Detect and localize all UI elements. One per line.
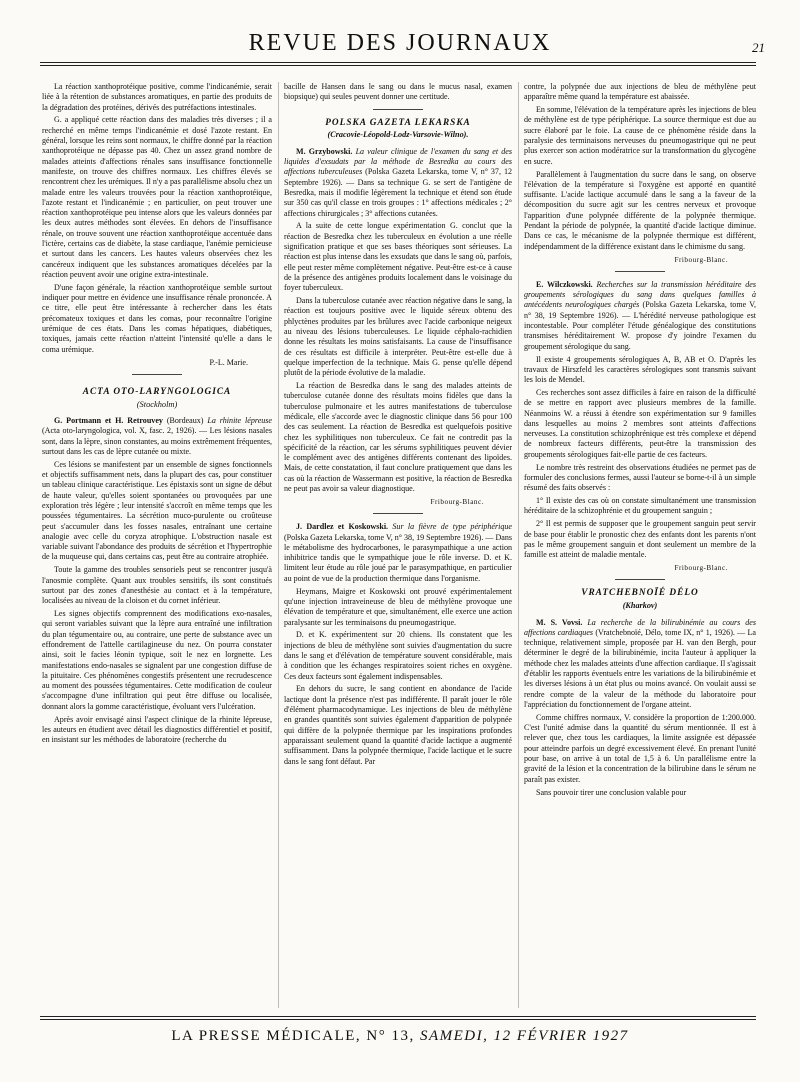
article-title: Recherches sur la transmission héréditaire des groupements sérologiques du sang dans quelques familles à antécédents neurologiques chargés xyxy=(524,279,756,310)
journal-city: (Stockholm) xyxy=(136,399,178,409)
article-text: L'hérédité nerveuse pathologique est incontestable. Pour compléter l'étude généalogique des constitutions transmises héréditairement W. propose d'y joindre l'examen du groupement sérologique du sang. xyxy=(524,310,756,351)
article-authors: M. Grzybowski. xyxy=(296,146,353,156)
column-divider xyxy=(518,82,519,1008)
article-title: La rhinite lépreuse xyxy=(207,415,272,425)
journal-title: POLSKA GAZETA LEKARSKA xyxy=(325,117,471,128)
paragraph: Comme chiffres normaux, V. considère la proportion de 1:200.000. C'est l'unité admise dans la quantité du sérum mentionnée. Il est à relever que, chez tous les cardiaques, la limite assignée est dépassée pour atteindre parfois un degré excessivement élevé. En prenant l'unité pour base, on arrive à un total de 1,5 à 6. Un parallélisme entre la gravité de la lésion et la concentration de la bilirubine dans le sérum ne paraît pas exister. xyxy=(524,712,756,784)
paragraph: contre, la polypnée due aux injections de bleu de méthylène peut apparaître même quand la température est abaissée. xyxy=(524,82,756,102)
footer-journal: LA PRESSE MÉDICALE, xyxy=(171,1028,362,1044)
section-divider xyxy=(132,374,182,375)
running-header-title: REVUE DES JOURNAUX xyxy=(248,30,552,56)
article-authors: E. Wilczkowski. xyxy=(536,279,593,289)
article-reference: (Polska Gazeta Lekarska, tome V, n° 37, 12 Septembre 1926). — xyxy=(284,167,512,187)
page-number: 21 xyxy=(752,40,765,55)
article-entry xyxy=(42,416,272,457)
column-middle xyxy=(284,82,512,1008)
article-authors: G. Portmann et H. Retrouvey xyxy=(54,415,163,425)
paragraph: Sans pouvoir tirer une conclusion valable pour xyxy=(536,787,687,797)
column-left xyxy=(42,82,272,1008)
paragraph: Toute la gamme des troubles sensoriels peut se rencontrer jusqu'à l'anosmie complète. Quant aux troubles sensitifs, ils sont constitués surtout par des zones d'anesthésie au contact et à la température, localisées au niveau de la cloison et du cornet inférieur. xyxy=(42,565,272,606)
paragraph: Parallèlement à l'augmentation du sucre dans le sang, on observe l'élévation de la température si l'oxygène est apporté en quantité suffisante. L'acide lactique accumulé dans le sang a la faveur de la décomposition du sucre agit sur les centres nerveux et provoque l'apparition d'une polypnée différente de la polypnée thermique. Pendant la période de polypnée, la quantité d'acide lactique diminue. Dans ce cas, le mécanisme de la polypnée thermique est différent, indépendamment de la différence existant dans le chimisme du sang. xyxy=(524,169,756,251)
paragraph: 1° Il existe des cas où on constate simultanément une transmission héréditaire de la schizophrénie et du groupement sanguin ; xyxy=(524,496,756,516)
article-entry xyxy=(284,522,512,584)
journal-title: VRATCHEBNOÏÉ DÉLO xyxy=(581,588,699,599)
signature: Fribourg-Blanc. xyxy=(430,497,484,506)
paragraph: Heymans, Maigre et Koskowski ont prouvé expérimentalement qu'une injection intraveineuse de bleu de méthylène provoque une élévation de température et que, simultanément, elle exerce une action paralysante sur les terminaisons du pneumogastrique. xyxy=(284,586,512,627)
signature: Fribourg-Blanc. xyxy=(674,255,728,264)
section-divider xyxy=(373,513,423,514)
section-divider xyxy=(373,109,423,110)
article-entry xyxy=(284,147,512,219)
paragraph: La réaction de Besredka dans le sang des malades atteints de tuberculose cutanée donne des résultats moins fidèles que dans la tuberculose pulmonaire et les autres manifestations de tuberculose médicale, elle s'accorde avec le diagnostic clinique dans 56 pour 100 des cas seulement. La réaction de Besredka est quelquefois positive chez les syphilitiques non tuberculeux. Ce fait ne contredit pas la spécificité de la réaction, car les sérums syphilitiques peuvent dévier le complément avec des antigènes différents contenant des lipoïdes. Mais, de cette constatation, il faut conclure pratiquement que dans les cas où la réaction de Wassermann est positive, la réaction de Besredka ne peut pas avoir sa valeur diagnostique. xyxy=(284,381,512,494)
article-title: Sur la fièvre de type périphérique xyxy=(388,522,512,532)
signature: Fribourg-Blanc. xyxy=(674,564,728,573)
paragraph: D'une façon générale, la réaction xanthoprotéique semble surtout indiquer pour mettre en évidence une insuffisance rénale prononcée. A ce titre, elle peut être intéressante à rechercher dans les états précomateux toxiques et dans les comas, pour reconnaître l'origine urémique de ces états. Dans les comas hépatiques, diabétiques, toxiques, jamais cette réaction n'atteint l'intensité qu'elle a dans le coma urémique. xyxy=(42,282,272,354)
article-authors: J. Dardlez et Koskowski. xyxy=(296,522,389,532)
signature: P.-L. Marie. xyxy=(209,357,248,367)
column-divider xyxy=(278,82,279,1008)
paragraph: bacille de Hansen dans le sang ou dans le mucus nasal, examen biopsique) qui seules peuvent donner une certitude. xyxy=(284,82,512,102)
article-text: Dans le métabolisme des hydrocarbones, le parasympathique a une action inhibitrice tandis que le sympathique joue le rôle inverse. D. et K. limitent leur étude au rôle joué par le parasympathique, en particulier au point de vue de la production thermique dans l'organisme. xyxy=(284,532,512,583)
article-reference: (Polska Gazeta Lekarska, tome V, n° 38, 19 Septembre 1926). — xyxy=(284,532,496,542)
paragraph: 2° Il est permis de supposer que le groupement sanguin peut servir de base pour établir le pronostic chez des enfants dont les parents n'ont pas le même groupement sanguin et dont seulement un membre de la famille est atteint de maladie mentale. xyxy=(524,519,756,560)
article-reference: (Vratchebnoïé, Délo, tome IX, n° 1, 1926). — xyxy=(593,627,748,637)
paragraph: Ces recherches sont assez difficiles à faire en raison de la difficulté de se mettre en rapport avec plusieurs membres de la famille. Néanmoins W. a réussi à étendre son expérimentation sur 9 familles dans lesquelles au moins 2 membres sont atteints d'affections nerveuses. La constitution schizophrénique est très complexe et dépend de nombreux facteurs différents, peut-être la transmission des groupements sérologiques fait-elle partie de ces facteurs. xyxy=(524,387,756,459)
paragraph: Ces lésions se manifestent par un ensemble de signes fonctionnels et objectifs suffisamment nets, dans la plupart des cas, pour constituer un tableau clinique caractéristique. Les épistaxis sont un signe de début de haute valeur, qu'elles soient spontanées ou provoquées par une exploration très légère ; leur intensité s'accroît en même temps que les poussées tégumentaires. La sécrétion muco-purulente ou croûteuse peut s'accumuler dans les fosses nasales, entraînant une certaine analogie avec celle du coryza atrophique. L'obstruction nasale est variable suivant l'abondance des produits de sécrétion et l'hypertrophie de la muqueuse qui, dans certains cas, peut être au contraire atrophiée. xyxy=(42,459,272,562)
paragraph: La réaction xanthoprotéique positive, comme l'indicanémie, serait liée à la rétention de substances aromatiques, en partie des produits de la dégradation des protéines, dérivés des putréfactions intestinales. xyxy=(42,82,272,112)
footer-issue: N° 13, xyxy=(366,1028,415,1044)
section-divider xyxy=(615,579,665,580)
paragraph: Le nombre très restreint des observations étudiées ne permet pas de formuler des conclusions fermes, aussi l'auteur se borne-t-il à un simple résumé des faits observés : xyxy=(524,462,756,493)
header-rule xyxy=(40,62,756,63)
running-footer xyxy=(0,1028,800,1045)
article-authors: M. S. Vovsi. xyxy=(536,617,583,627)
footer-date: SAMEDI, 12 FÉVRIER 1927 xyxy=(419,1028,629,1044)
article-text: Dans sa technique G. se sert de l'antigène de Besredka, mais il modifie légèrement la technique et étend son étude sur 350 cas qu'il classe en trois groupes : 1° affections médicales ; 2° affections chirurgicales ; 3° affections cutanées. xyxy=(284,177,512,218)
article-text: La technique, relativement simple, proposée par H. van den Bergh, pour déterminer le degré de la bilirubinémie, incita l'auteur à appliquer la méthode chez les malades atteints d'une affection cardiaque. Il s'agissait d'établir les rapports éventuels entre les variations de la bilirubinémie et les diverses lésions à un état plus ou moins avancé. On voulait aussi se rendre compte de la valeur de la méthode du laboratoire pour l'appréciation du fonctionnement de l'organe atteint. xyxy=(524,627,756,709)
paragraph: En dehors du sucre, le sang contient en abondance de l'acide lactique dont la présence n'est pas indifférente. Il paraît jouer le rôle d'élément pharmacodynamique. Les injections de bleu de méthylène en grandes quantités sont suivies également d'apparition de polypnée qui diffère de la polypnée thermique par les inspirations profondes apparaissant seulement quand la quantité d'acide lactique a augmenté suffisamment. Dans la polypnée thermique, l'acide lactique et le sucre dans le sang font défaut. Par xyxy=(284,684,512,766)
article-text: Les lésions nasales sont, dans la lèpre, sinon constantes, au moins extrêmement fréquentes, surtout dans les cas de lèpre cutanée ou mixte. xyxy=(42,426,272,456)
journal-title: ACTA OTO-LARYNGOLOGICA xyxy=(82,386,232,397)
article-entry xyxy=(524,618,756,711)
journal-city: (Kharkov) xyxy=(622,601,658,611)
paragraph: Il existe 4 groupements sérologiques A, B, AB et O. D'après les travaux de Hirszfeld les caractères sérologiques sont transmis suivant les lois de Mendel. xyxy=(524,354,756,385)
footer-rule xyxy=(40,1019,756,1020)
author-city: (Bordeaux) xyxy=(162,415,208,425)
paragraph: A la suite de cette longue expérimentation G. conclut que la réaction de Besredka chez les tuberculeux en évolution a une réelle signification pratique et que ses bases théoriques sont sérieuses. La réaction est plus intense dans les exsudats que dans le sang où, parfois, elle peut rester même complètement négative. Peut-être est-ce à cause de la présence des antigènes produits localement dans le voisinage du foyer tuberculeux. xyxy=(284,221,512,293)
footer-rule xyxy=(40,1016,756,1017)
column-right xyxy=(524,82,756,1008)
paragraph: G. a appliqué cette réaction dans des maladies très diverses ; il a recherché en même temps l'indicanémie et dosé l'azote restant. En général, lorsque les reins sont normaux, le chiffre donné par la réaction xanthoprotéique ne dépasse pas 40. Chez un assez grand nombre de malades atteints d'affections rénales sans insuffisance fonctionnelle manifeste, on trouve des chiffres normaux. Les chiffres élevés se rencontrent chez les urémiques. Il n'y a pas parallélisme absolu chez un malade entre les valeurs trouvées pour la réaction xanthoprotéique, l'azote restant et l'indicanémie ; en particulier, on peut trouver une réaction xanthoprotéique peu intense alors que les valeurs données par les deux autres méthodes sont élevées. En dehors de l'insuffisance rénale, on trouve souvent une réaction xanthoprotéique accentuée dans l'ictère, certains cas de diabète, la stase cardiaque, l'anémie pernicieuse et surtout dans les cancers. Les hautes valeurs observées chez les cancéreux indiquent que les substances aromatiques décelées par la réaction peuvent avoir une origine extra-intestinale. xyxy=(42,115,272,279)
journal-city: (Cracovie-Léopold-Lodz-Varsovie-Wilno). xyxy=(327,130,469,140)
paragraph: D. et K. expérimentent sur 20 chiens. Ils constatent que les injections de bleu de méthylène sont suivies d'augmentation du sucre dans le sang et d'élévation de température souvent considérable, mais à condition que les échanges respiratoires soient riches en oxygène. Ces deux facteurs sont également indispensables. xyxy=(284,630,512,681)
paragraph: En somme, l'élévation de la température après les injections de bleu de méthylène est de type périphérique. La source thermique est due au sucre élaboré par le foie. La cause de ce phénomène réside dans la paralysie des terminaisons nerveuses du pneumogastrique qui ne peut plus exercer son action modératrice sur la transformation du glycogène en sucre. xyxy=(524,105,756,166)
article-reference: (Acta oto-laryngologica, vol. X, fasc. 2, 1926). — xyxy=(42,426,210,436)
article-title: La valeur clinique de l'examen du sang et des liquides d'exsudats par la méthode de Besredka au cours des affections tuberculeuses xyxy=(284,146,512,177)
article-reference: (Polska Gazeta Lekarska, tome V, n° 38, 19 Septembre 1926). — xyxy=(524,300,756,320)
article-title: La recherche de la bilirubinémie au cours des affections cardiaques xyxy=(524,617,756,637)
paragraph: Dans la tuberculose cutanée avec réaction négative dans le sang, la réaction est toujours positive avec le liquide séreux obtenu des phlyctènes produites par les brûlures avec l'acide carbonique neigeux au niveau des lésions tuberculeuses. Le liquide céphalo-rachidien donne les résultats les moins satisfaisants. La cause de l'insuffisance de ces résultats est difficile à interpréter. Peut-être est-elle due à quelque imperfection de la technique. Mais G. pense qu'elle dépend plutôt de la période évolutive de la maladie. xyxy=(284,296,512,378)
article-entry xyxy=(524,280,756,352)
section-divider xyxy=(615,271,665,272)
header-rule xyxy=(40,65,756,66)
paragraph: Les signes objectifs comprennent des modifications exo-nasales, qui seront variables suivant que la lèpre aura entraîné une infiltration du plan tégumentaire ou, au contraire, une perte de substance avec un effondrement de l'attelle cartilagineuse du nez. On pourra constater ainsi, soit le facies léonin typique, soit le nez en lorgnette. Les manifestations endo-nasales se signalent par une congestion diffuse de la pituitaire. Ces phénomènes congestifs présentent une recrudescence au moment des poussées tégumentaires. Cette modification de couleur s'accompagne d'une infiltration qui peut être diffuse ou localisée, donnant alors la gomme caractéristique, évoluant vers l'ulcération. xyxy=(42,609,272,711)
paragraph: Après avoir envisagé ainsi l'aspect clinique de la rhinite lépreuse, les auteurs en étudient avec détail les diagnostics différentiel et positif, en insistant sur les méthodes de laboratoire (recherche du xyxy=(42,714,272,745)
